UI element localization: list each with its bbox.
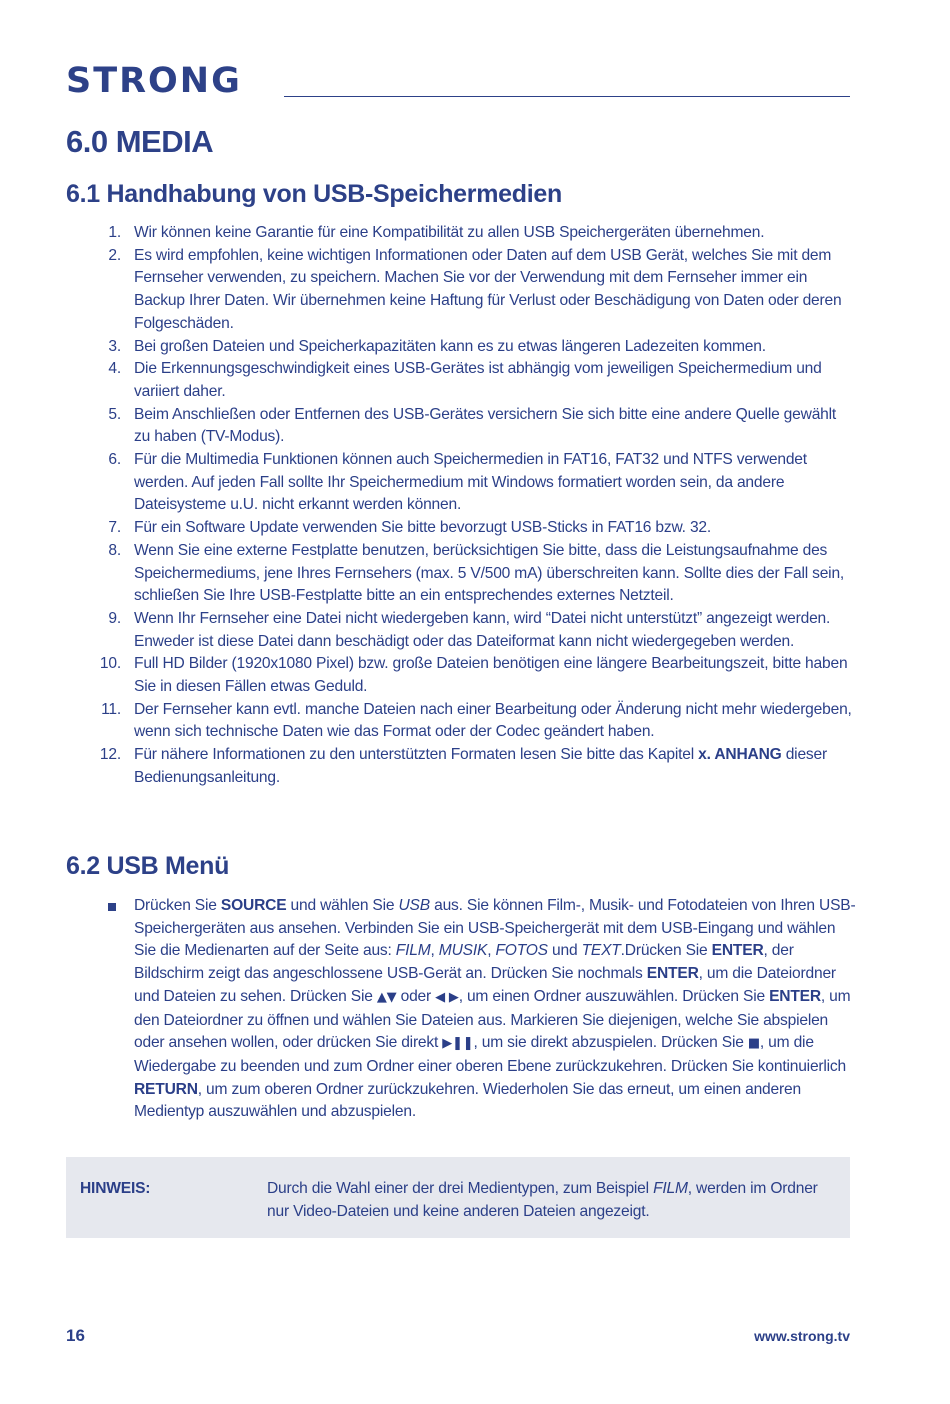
text-run: Drücken Sie [134, 897, 221, 914]
list-item [66, 336, 856, 359]
option-usb: USB [398, 897, 430, 914]
list-item [66, 358, 856, 403]
list-item-number: 2. [108, 246, 121, 264]
usb-menu-heading: 6.2 USB Menü [66, 852, 230, 880]
text-run: , um einen Ordner auszuwählen. Drücken Sie [458, 987, 770, 1005]
list-item-number: 7. [108, 519, 121, 537]
key-enter: ENTER [769, 987, 821, 1005]
list-item-number: 5. [108, 405, 121, 423]
square-bullet-icon [108, 903, 116, 911]
text-run: , um den Dateiordner zu öffnen und wählen Sie Dateien aus. Markieren Sie diejenigen, welche Sie abspielen oder ansehen wollen, oder drücken Sie direkt [134, 987, 851, 1052]
list-item-text: Wenn Sie eine externe Festplatte benutzen, berücksichtigen Sie bitte, dass die Leistungsaufnahme des Speichermediums, jene Ihres Fernsehers (max. 5 V/500 mA) überschreiten kann. Sollte dies der Fall sein, schließen Sie Ihre USB-Festplatte bitte an ein entsprechendes externes Netzteil. [134, 541, 845, 605]
list-item [66, 245, 856, 336]
usb-menu-paragraph [66, 895, 856, 1124]
list-item-text: Full HD Bilder (1920x1080 Pixel) bzw. große Dateien benötigen eine längere Bearbeitungszeit, bitte haben Sie in diesen Fällen etwas Geduld. [134, 655, 848, 696]
list-item-number: 11. [101, 700, 121, 718]
usb-handling-heading: 6.1 Handhabung von USB-Speichermedien [66, 180, 562, 208]
text-run: .Drücken Sie [620, 942, 712, 960]
list-item-number: 8. [108, 541, 121, 559]
text-run: , um die Dateiordner und Dateien zu sehen. Drücken Sie [134, 965, 836, 1005]
list-item [66, 699, 856, 744]
list-item-number: 6. [108, 451, 121, 469]
list-item-number: 1. [108, 224, 121, 241]
page-number: 16 [66, 1326, 85, 1345]
list-item-text: Der Fernseher kann evtl. manche Dateien nach einer Bearbeitung oder Änderung nicht mehr wiedergeben, wenn sich technische Daten wie das Format oder der Codec geändert haben. [134, 700, 852, 741]
note-text [267, 1178, 832, 1223]
key-source: SOURCE [220, 897, 287, 914]
list-item [66, 222, 856, 245]
list-item-text: Wir können keine Garantie für eine Kompatibilität zu allen USB Speichergeräten übernehmen. [134, 224, 765, 241]
text-run: , [430, 942, 439, 960]
left-right-arrows-icon: ◀ ▶ [435, 989, 459, 1005]
option-text: TEXT [581, 942, 621, 960]
chapter-reference: x. ANHANG [698, 746, 782, 764]
up-down-arrows-icon: ▲▼ [376, 989, 397, 1005]
text-run: , um sie direkt abzuspielen. Drücken Sie [473, 1034, 748, 1052]
option-musik: MUSIK [438, 942, 488, 960]
note-box [66, 1157, 850, 1238]
option-film: FILM [653, 1180, 688, 1197]
text-run: , werden im Ordner nur Video-Dateien und keine anderen Dateien angezeigt. [267, 1180, 818, 1220]
list-item [66, 744, 856, 789]
list-item-text: dieser Bedienungsanleitung. [134, 746, 827, 786]
list-item-number: 10. [99, 655, 121, 673]
usb-handling-list [66, 222, 856, 790]
text-run: , der Bildschirm zeigt das angeschlossene USB-Gerät an. Drücken Sie nochmals [134, 942, 794, 983]
list-item-number: 12. [99, 746, 121, 764]
list-item-text: Es wird empfohlen, keine wichtigen Informationen oder Daten auf dem USB Gerät, welches Sie mit dem Fernseher verwenden, zu speichern. Machen Sie vor der Verwendung mit dem Fernseher immer ein Backup Ihrer Daten. Wir übernehmen keine Haftung für Verlust oder Beschädigung von Daten oder deren Folgeschäden. [134, 246, 842, 332]
list-item-text: Beim Anschließen oder Entfernen des USB-Gerätes versichern Sie sich bitte eine andere Quelle gewählt zu haben (TV-Modus). [134, 405, 837, 446]
text-run: Durch die Wahl einer der drei Medientypen, zum Beispiel [267, 1180, 654, 1197]
strong-logo: STRONG [66, 61, 242, 101]
list-item-number: 4. [108, 360, 121, 378]
text-run: oder [396, 987, 436, 1005]
list-item-text: Die Erkennungsgeschwindigkeit eines USB-Gerätes ist abhängig vom jeweiligen Speichermedium und variiert daher. [134, 360, 822, 400]
text-run: , um die Wiedergabe zu beenden und zum Ordner einer oberen Ebene zurückzukehren. Drücken Sie kontinuierlich [134, 1034, 847, 1075]
list-item-number: 9. [108, 609, 121, 627]
stop-icon: ■ [747, 1036, 760, 1052]
list-item-text: Für die Multimedia Funktionen können auch Speichermedien in FAT16, FAT32 und NTFS verwendet werden. Auf jeden Fall sollte Ihr Speichermedium mit Windows formatiert worden sein, da andere Dateisysteme u.U. nicht erkannt werden können. [134, 451, 807, 514]
list-item [66, 404, 856, 449]
play-pause-icon: ▶❚❚ [442, 1036, 474, 1052]
list-item [66, 449, 856, 517]
text-run: , [487, 942, 496, 960]
list-item-text: Für ein Software Update verwenden Sie bitte bevorzugt USB-Sticks in FAT16 bzw. 32. [134, 519, 712, 537]
section-title: 6.0 MEDIA [66, 124, 214, 159]
key-enter: ENTER [711, 942, 764, 960]
list-item-text: Für nähere Informationen zu den unterstützten Formaten lesen Sie bitte das Kapitel [134, 746, 699, 764]
list-item-text: Wenn Ihr Fernseher eine Datei nicht wiedergeben kann, wird “Datei nicht unterstützt” angezeigt werden. Enweder ist diese Datei dann beschädigt oder das Dateiformat kann nicht wiedergegeben werden. [134, 609, 831, 650]
text-run: aus. Sie können Film-, Musik- und Fotodateien von Ihren USB-Speichergeräten aus ansehen. Verbinden Sie ein USB-Speichergerät mit dem USB-Eingang und wählen Sie die Medienarten auf der Seite aus: [134, 897, 856, 960]
key-return: RETURN [134, 1080, 198, 1098]
usb-menu-text [134, 895, 856, 1124]
text-run: und wählen Sie [286, 897, 399, 914]
list-item-text: Bei großen Dateien und Speicherkapazitäten kann es zu etwas längeren Ladezeiten kommen. [134, 337, 766, 355]
option-film: FILM [395, 942, 431, 960]
list-item [66, 653, 856, 698]
text-run: , um zum oberen Ordner zurückzukehren. Wiederholen Sie das erneut, um einen anderen Medientyp auszuwählen und abzuspielen. [134, 1080, 801, 1121]
list-item [66, 540, 856, 608]
key-enter: ENTER [646, 965, 699, 983]
list-item-number: 3. [108, 337, 121, 355]
option-fotos: FOTOS [495, 942, 548, 960]
text-run: und [547, 942, 582, 960]
website-link: www.strong.tv [754, 1328, 850, 1344]
header-divider [284, 96, 850, 97]
list-item [66, 608, 856, 653]
note-label: HINWEIS: [80, 1180, 151, 1197]
list-item [66, 517, 856, 540]
